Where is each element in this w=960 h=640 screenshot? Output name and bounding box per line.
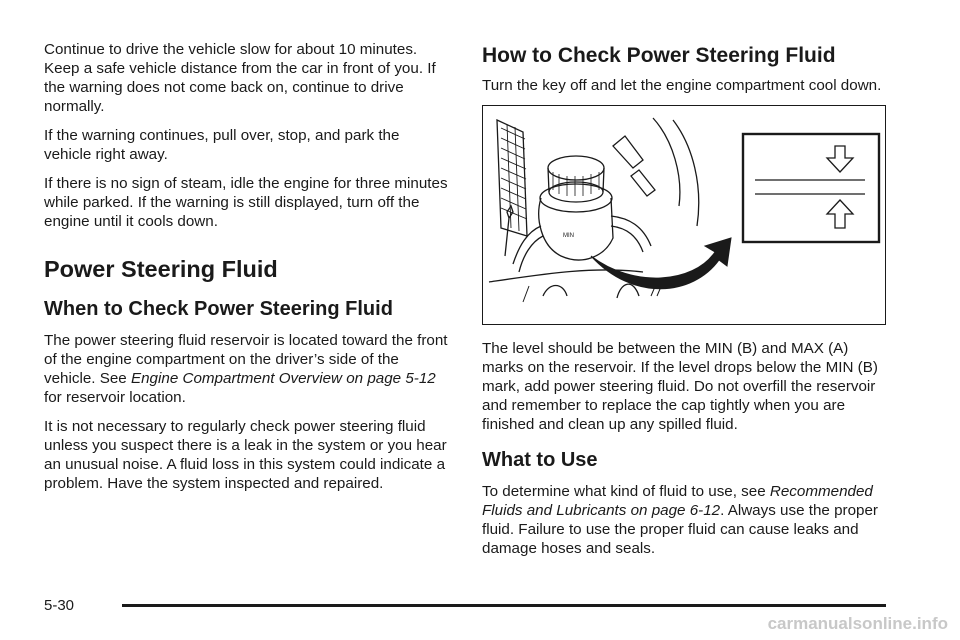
reservoir-illustration xyxy=(482,105,886,325)
reservoir-drawing xyxy=(483,106,885,324)
watermark: carmanualsonline.info xyxy=(767,614,948,633)
paragraph-reservoir-location xyxy=(44,331,448,407)
reservoir-location-text-end: for reservoir location. xyxy=(44,389,186,406)
page-number: 5-30 xyxy=(44,597,75,614)
fluid-type-text: To determine what kind of fluid to use, see xyxy=(482,483,770,500)
left-column xyxy=(44,40,448,503)
subsection-title-when-to-check: When to Check Power Steering Fluid xyxy=(44,298,393,320)
subsection-title-what-to-use: What to Use xyxy=(482,449,598,471)
engine-compartment-reference-link[interactable]: Engine Compartment Overview on page 5-12 xyxy=(130,370,436,387)
paragraph-drive-slow: Continue to drive the vehicle slow for about 10 minutes. Keep a safe vehicle distance from the car in front of you. If the warning does not come back on, continue to drive normally. xyxy=(44,41,436,115)
paragraph-leak-check: It is not necessary to regularly check power steering fluid unless you suspect there is a leak in the system or you hear an unusual noise. A fluid loss in this system could indicate a problem. Have the system inspected and repaired. xyxy=(44,418,447,492)
paragraph-key-off: Turn the key off and let the engine compartment cool down. xyxy=(482,77,882,94)
right-column xyxy=(482,40,886,568)
paragraph-fluid-type xyxy=(482,482,886,558)
footer-divider xyxy=(122,604,886,607)
reservoir-min-label: MIN xyxy=(563,233,574,239)
fluid-type-text-end: . Always use the proper fluid. Failure to use the proper fluid can cause leaks and damage hoses and seals. xyxy=(482,502,878,557)
recommended-fluids-reference-link[interactable]: Recommended Fluids and Lubricants on page 6-12 xyxy=(482,483,873,519)
paragraph-level-marks: The level should be between the MIN (B) and MAX (A) marks on the reservoir. If the level drops below the MIN (B) mark, add power steering fluid. Do not overfill the reservoir and remember to replace the cap tightly when you are finished and clean up any spilled fluid. xyxy=(482,340,878,433)
reservoir-location-text: The power steering fluid reservoir is located toward the front of the engine compartment on the driver’s side of the vehicle. See xyxy=(44,332,448,387)
paragraph-warning-continues: If the warning continues, pull over, stop, and park the vehicle right away. xyxy=(44,127,400,163)
paragraph-no-steam: If there is no sign of steam, idle the engine for three minutes while parked. If the warning is still displayed, turn off the engine until it cools down. xyxy=(44,175,448,230)
subsection-title-how-to-check: How to Check Power Steering Fluid xyxy=(482,44,836,67)
section-title-power-steering-fluid: Power Steering Fluid xyxy=(44,256,278,282)
